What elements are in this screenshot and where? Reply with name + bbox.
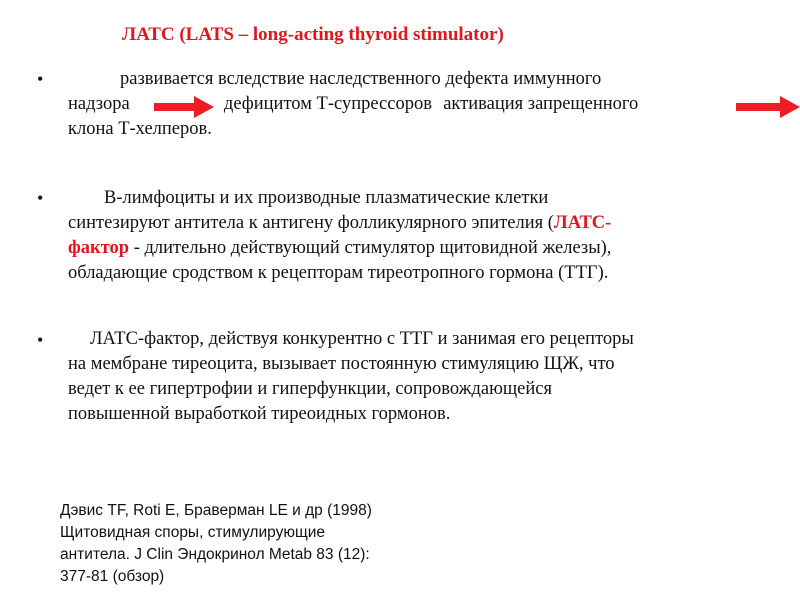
reference-line-1: Дэвис TF, Roti E, Браверман LE и др (1998) — [60, 502, 372, 519]
bullet-2-line-4: обладающие сродством к рецепторам тиреотропного гормона (ТТГ). — [68, 263, 609, 283]
factor-highlight: фактор — [68, 238, 130, 258]
bullet-marker: • — [37, 188, 44, 208]
bullet-1-seg-a: надзора — [68, 94, 130, 114]
bullet-1-seg-b: дефицитом Т-супрессоров — [223, 94, 432, 114]
bullet-3-line-3: ведет к ее гипертрофии и гиперфункции, сопровождающейся — [68, 379, 552, 399]
right-arrow-icon — [736, 96, 800, 118]
bullet-3-line-1: ЛАТС-фактор, действуя конкурентно с ТТГ и занимая его рецепторы — [90, 329, 634, 349]
reference-line-2: Щитовидная споры, стимулирующие — [60, 524, 325, 541]
bullet-2-line-3-text: - длительно действующий стимулятор щитовидной железы), — [129, 238, 612, 258]
bullet-1-line-1: развивается вследствие наследственного дефекта иммунного — [120, 69, 602, 89]
reference-citation — [60, 500, 440, 588]
slide-title: ЛАТС (LATS – long-acting thyroid stimulator) — [122, 24, 504, 45]
bullet-3-line-4: повышенной выработкой тиреоидных гормонов. — [68, 404, 451, 424]
reference-line-3: антитела. J Clin Эндокринол Metab 83 (12): — [60, 546, 370, 563]
bullet-2-line-2 — [68, 211, 768, 236]
bullet-2-line-2-text: синтезируют антитела к антигену фолликулярного эпителия ( — [68, 213, 554, 233]
bullet-2-line-1: В-лимфоциты и их производные плазматические клетки — [104, 188, 549, 208]
bullet-2-line-3 — [68, 236, 768, 261]
bullet-3-text — [68, 327, 768, 427]
bullet-marker: • — [37, 330, 44, 350]
bullet-marker: • — [37, 69, 44, 89]
right-arrow-icon — [154, 96, 214, 118]
reference-line-4: 377-81 (обзор) — [60, 568, 165, 585]
bullet-2-text — [68, 186, 768, 286]
lats-highlight: ЛАТС- — [553, 213, 612, 233]
bullet-3-line-2: на мембране тиреоцита, вызывает постоянную стимуляцию ЩЖ, что — [68, 354, 615, 374]
bullet-1-seg-c: активация запрещенного — [443, 94, 639, 114]
bullet-1-line-3: клона Т-хелперов. — [68, 119, 212, 139]
